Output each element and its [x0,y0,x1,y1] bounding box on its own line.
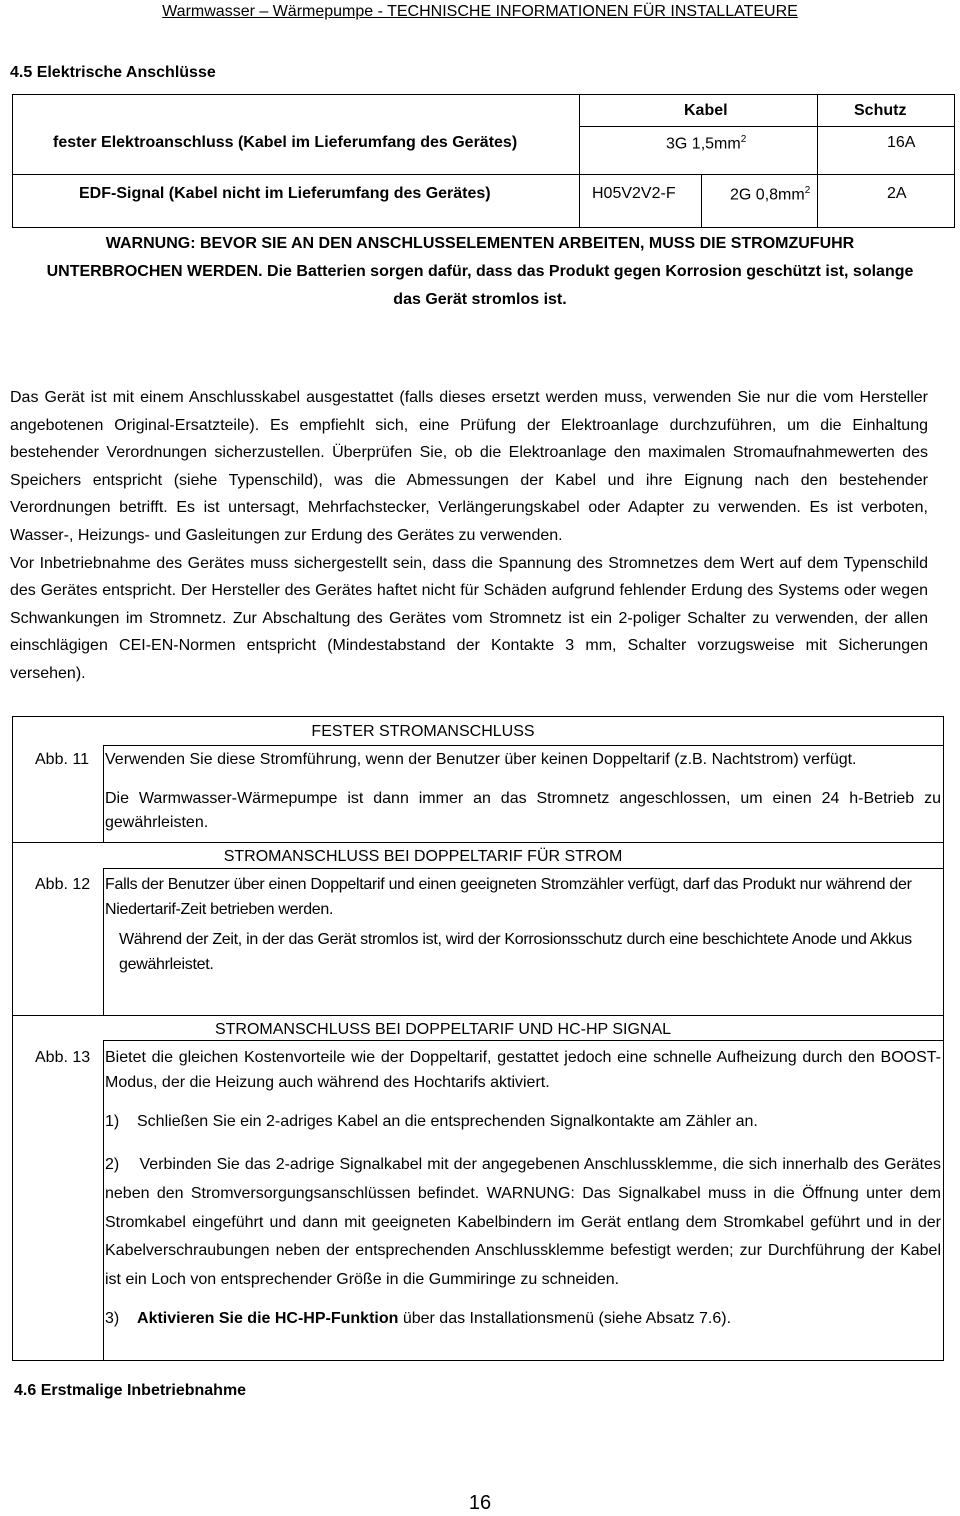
abb-12-label: Abb. 12 [35,876,91,893]
row1-kabel: 3G $1,5mm^2$ [666,134,747,153]
section-heading-4-6: 4.6 Erstmalige Inbetriebnahme [14,1382,247,1399]
hchp-text1: Bietet die gleichen Kostenvorteile wie der Doppeltarif, gestattet jedoch eine schnelle Aufheizung durch den BOOST-Modus, der die Heizung auch während des Hochtarifs aktiviert. [105,1049,941,1091]
paragraph: Das Gerät ist mit einem Anschlusskabel ausgestattet (falls dieses ersetzt werden muss, verwenden Sie nur die vom Hersteller angebotenen Original-Ersatzteile). Es empfiehlt sich, eine Prüfung der Elektroanlage durchzuführen, um die Einhaltung bestehender Verordnungen sicherzustellen. Überprüfen Sie, ob die Elektroanlage den maximalen Stromaufnahmewerten des Speichers entspricht (siehe Typenschild), was die Abmessungen der Kabel und ihre Eignung nach den bestehender Verordnungen betrifft. Es ist untersagt, Mehrfachstecker, Verlängerungskabel oder Adapter zu verwenden. Es ist verboten, Wasser-, Heizungs- und Gasleitungen zur Erdung des Gerätes zu verwenden. [10,389,928,544]
row2-kabel-type: H05V2V2-F [592,185,676,202]
box-divider [103,1040,104,1360]
table-divider [701,174,702,227]
electrical-connections-table [12,94,955,228]
row1-label: fester Elektroanschluss (Kabel im Lieferumfang des Gerätes) [53,134,518,151]
row2-label: EDF-Signal (Kabel nicht im Lieferumfang des Gerätes) [79,185,491,202]
column-header-kabel: Kabel [684,102,728,119]
abb-13-label: Abb. 13 [35,1049,91,1066]
connection-types-box [12,716,944,1361]
abb-11-label: Abb. 11 [35,751,89,768]
row1-schutz: 16A [887,134,916,151]
table-divider [817,95,818,227]
body-text [10,384,928,688]
running-header: Warmwasser – Wärmepumpe - TECHNISCHE INFORMATIONEN FÜR INSTALLATEURE [162,3,798,20]
box-divider [103,868,104,1015]
box-divider [103,745,943,746]
table-divider [13,174,954,175]
warning-line: UNTERBROCHEN WERDEN. Die Batterien sorgen dafür, dass das Produkt gegen Korrosion geschützt ist, solange [46,263,914,280]
row2-schutz: 2A [887,185,907,202]
table-divider [579,95,580,227]
warning-line: WARNUNG: BEVOR SIE AN DEN ANSCHLUSSELEMENTEN ARBEITEN, MUSS DIE STROMZUFUHR [105,235,855,252]
box-divider [13,1015,943,1016]
hchp-step3: 3) Aktivieren Sie die HC-HP-Funktion über das Installationsmenü (siehe Absatz 7.6). [105,1310,732,1327]
box-divider [13,842,943,843]
column-header-schutz: Schutz [854,102,907,119]
table-divider [579,126,954,127]
paragraph: Vor Inbetriebnahme des Gerätes muss sichergestellt sein, dass die Spannung des Stromnetzes dem Wert auf dem Typenschild des Gerätes entspricht. Der Hersteller des Gerätes haftet nicht für Schäden aufgrund fehlender Erdung des Systems oder wegen Schwankungen im Stromnetz. Zur Abschaltung des Gerätes vom Stromnetz ist ein 2-poliger Schalter zu verwenden, der allen einschlägigen CEI-EN-Normen entspricht (Mindestabstand der Kontakte 3 mm, Schalter vorzugsweise mit Sicherungen versehen). [10,554,928,682]
page-number: 16 [468,1492,492,1514]
hchp-step2: 2) Verbinden Sie das 2-adrige Signalkabel mit der angegebenen Anschlussklemme, die sich innerhalb des Gerätes neben den Stromversorgungsanschlüssen befindet. WARNUNG: Das Signalkabel muss in die Öffnung unter dem Stromkabel eingeführt und dann mit geeigneten Kabelbindern im Gerät entlang dem Stromkabel geführt und in der Kabelverschraubungen neben der entsprechenden Anschlussklemme befestigt werden; zur Durchführung der Kabel ist ein Loch von entsprechender Größe in die Gummiringe zu schneiden. [105,1156,946,1289]
hchp-step1: 1) Schließen Sie ein 2-adriges Kabel an die entsprechenden Signalkontakte am Zähler an. [105,1113,758,1130]
fester-text1: Verwenden Sie diese Stromführung, wenn der Benutzer über keinen Doppeltarif (z.B. Nachtstrom) verfügt. [105,751,857,768]
doppeltarif-text2: Während der Zeit, in der das Gerät stromlos ist, wird der Korrosionsschutz durch eine beschichtete Anode und Akkus gewährleistet. [119,931,912,973]
warning-notice [0,230,960,314]
row2-kabel: 2G $0,8mm^2$ [730,185,811,204]
doppeltarif-text1: Falls der Benutzer über einen Doppeltarif und einen geeigneten Stromzähler verfügt, darf das Produkt nur während der Niedertarif-Zeit betrieben werden. [105,876,912,918]
hchp-title: STROMANSCHLUSS BEI DOPPELTARIF UND HC-HP SIGNAL [214,1021,672,1038]
warning-line: das Gerät stromlos ist. [393,291,567,308]
fester-text2: Die Warmwasser-Wärmepumpe ist dann immer an das Stromnetz angeschlossen, um einen 24 h-Betrieb zu gewährleisten. [105,790,941,831]
box-divider [103,745,104,842]
doppeltarif-title: STROMANSCHLUSS BEI DOPPELTARIF FÜR STROM [223,848,623,865]
fester-title: FESTER STROMANSCHLUSS [311,723,535,740]
section-heading-4-5: 4.5 Elektrische Anschlüsse [10,64,216,81]
